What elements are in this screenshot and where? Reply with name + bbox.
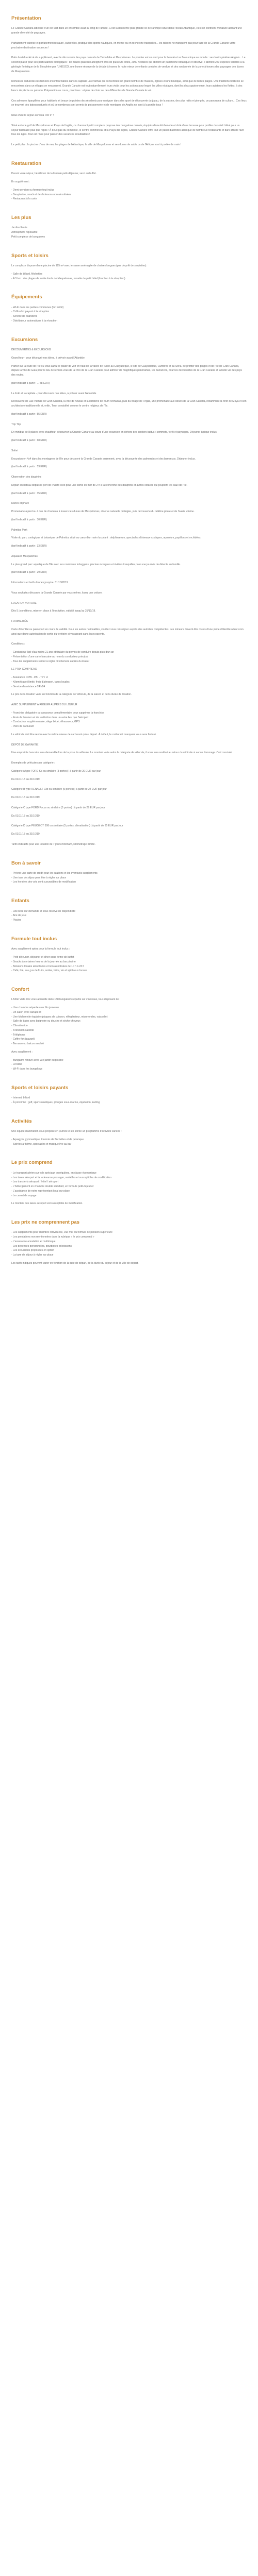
list-item: - Salle de bains avec baignoire ou douche et sèche-cheveux — [11, 1019, 247, 1024]
excursion-price: (tarif indicatif à partir : 55 EUR) — [11, 412, 47, 416]
subheading: AVEC SUPPLÉMENT À RÉGLER AUPRÈS DU LOUEUR — [11, 703, 77, 707]
compris-list — [11, 1171, 247, 1198]
prix-list — [11, 675, 247, 689]
list-item: - Une taxe de séjour peut être à régler sur place — [11, 876, 247, 880]
category-item: Catégorie C type FORD Focus ou similaire (5 portes) | à partir de 29 EUR par jour — [11, 806, 105, 809]
section-formule — [11, 936, 247, 973]
list-item: - Franchise obligatoire ou assurance complémentaire pour supprimer la franchise — [11, 711, 247, 716]
section-prix-ne-comprend-pas — [11, 1219, 247, 1266]
excursion-description: Le plus grand parc aquatique de l'île avec ses nombreux toboggans, piscines à vagues et rivières tranquilles pour une journée de détente en famille. — [11, 563, 181, 566]
paragraph: En supplément : — [11, 180, 30, 184]
excursions-note: Informations et tarifs donnés jusqu'au 31/10/2019 — [11, 581, 68, 585]
section-plus — [11, 215, 247, 240]
list-item: - Boissons locales alcoolisées et non alcoolisées de 10 h à 23 h — [11, 964, 247, 969]
excursion-description: Excursion en 4x4 dans les montagnes de l'île pour découvrir la Grande Canarie autrement, avec la découverte des palmeraies et des barrancos. Déjeuner inclus. — [11, 457, 196, 461]
paragraph: Avec supplément optez pour la formule tout inclus : — [11, 947, 70, 951]
category-item: Catégorie A type FORD Ka ou similaire (3 portes) | à partir de 20 EUR par jour — [11, 769, 101, 773]
section-location — [11, 591, 247, 847]
section-excursions — [11, 337, 247, 585]
avec-list — [11, 711, 247, 729]
excursion-price: (tarif indicatif à partir : 35 EUR) — [11, 492, 47, 495]
list-item: - Bungalow rénové avec vue jardin ou piscine — [11, 1058, 247, 1063]
confort-list-2 — [11, 1058, 247, 1072]
list-item: - Télévision satellite — [11, 1028, 247, 1033]
list-item: - L'assistance de notre représentant local sur place — [11, 1189, 247, 1194]
excursion-description: Promenade à pied ou à dos de chameau à travers les dunes de Maspalomas, réserve naturelle protégée, puis découverte du célèbre phare et de l'oasis voisine. — [11, 510, 195, 514]
list-item: - Téléphone — [11, 1033, 247, 1038]
excursion-description: Visite du parc zoologique et botanique de Palmitos situé au cœur d'un ravin luxuriant : delphinarium, spectacles d'oiseaux exotiques, aquarium, papillons et orchidées. — [11, 536, 201, 540]
paragraph: Le prix de la location varie en fonction de la catégorie de véhicule, de la saison et de la durée de location. — [11, 693, 132, 697]
list-item: - Soirées à thème, spectacles et musique live au bar — [11, 1142, 247, 1147]
list-item: - Les horaires des vols sont susceptibles de modification — [11, 880, 247, 885]
list-item: - Aquagym, gymnastique, tournois de fléchettes et de pétanque — [11, 1138, 247, 1142]
paragraph: Le véhicule doit être rendu avec le même niveau de carburant qu'au départ. À défaut, le carburant manquant vous sera facturé. — [11, 733, 157, 736]
list-item: - Climatisation — [11, 1024, 247, 1028]
section-confort — [11, 987, 247, 1072]
list-item: - Lits bébé sur demande et sous réserve de disponibilité — [11, 909, 247, 914]
section-prix-comprend — [11, 1160, 247, 1206]
list-item: - L'assurance annulation et multirisque — [11, 1240, 247, 1244]
section-title: Les plus — [11, 215, 31, 221]
list-item: - Distributeur automatique à la réception — [11, 319, 247, 324]
section-sports — [11, 253, 247, 281]
excursion-price: (tarif indicatif à partir : 30 EUR) — [11, 518, 47, 521]
excursion-title: Grand tour - pour découvrir nos idées, à prévoir avant l'Atlantide — [11, 356, 85, 360]
restauration-list — [11, 188, 247, 201]
paragraph: Nous vivre le séjour au Vista Flor 3* ! — [11, 114, 54, 117]
conditions-list — [11, 650, 247, 664]
paragraph: Carte d'identité ou passeport en cours de validité. Pour les autres nationalités, veuillez vous renseigner auprès des autorités compétentes. Les mineurs doivent être munis d'une pièce d'identité à leur nom ainsi que d'une autorisation de sortie du territoire si voyageant sans leurs parents. — [11, 628, 244, 636]
paragraph: Tarifs indicatifs pour une location de 7 jours minimum, kilométrage illimité. — [11, 842, 95, 846]
excursion-title: Observation des dauphins — [11, 476, 42, 479]
list-item: - Coffre-fort (payant) — [11, 1037, 247, 1042]
excursion-price: (tarif indicatif à partir : ... 58 EUR) — [11, 381, 50, 385]
list-item: - Aire de jeux — [11, 913, 247, 918]
excursion-description: Départ en bateau depuis le port de Puerto Rico pour une sortie en mer de 2 h à la recherche des dauphins et autres cétacés qui peuplent les eaux de l'île. — [11, 483, 187, 487]
category-dates: Du 01/11/18 au 31/10/19 — [11, 833, 40, 836]
list-item: - Les transferts aéroport / hôtel / aéroport — [11, 1180, 247, 1184]
category-item: Catégorie D type PEUGEOT 308 ou similaire (5 portes, climatisation) | à partir de 35 EUR par jour — [11, 824, 123, 828]
list-item: - Snacks à certaines heures de la journée au bar piscine — [11, 960, 247, 964]
subheading: DÉPÔT DE GARANTIE — [11, 743, 39, 747]
subheading: DÉCOUVERTES & EXCURSIONS — [11, 348, 52, 352]
sports-list — [11, 272, 247, 281]
loisirs-list — [11, 1096, 247, 1105]
section-bon-a-savoir — [11, 860, 247, 885]
paragraph: Le montant des taxes aéroport est susceptible de modification. — [11, 1202, 83, 1206]
excursion-price: (tarif indicatif à partir : 53 EUR) — [11, 465, 47, 469]
section-title: Le prix comprend — [11, 1160, 53, 1166]
list-item: - L'hébergement en chambre double standard, en formule petit-déjeuner — [11, 1184, 247, 1189]
excursion-title: Aqualand Maspalomas — [11, 554, 38, 558]
paragraph: Situé entre le golf de Maspalomas et Playa del Inglés, ce charmant petit complexe propose des bungalows colorés, équipés d'une kitchenette et doté d'une terrasse pour profiter du soleil. Idéal pour un séjour balnéaire plus que repos ! À deux pas du complexe, le centre commercial et la Playa del Inglés, Grande Canarie offre tout un panel d'activités ainsi que de nombreux restaurants et bars afin de ravir tous les âges. Tout est réuni pour passer des vacances inoubliables ! — [11, 124, 244, 137]
paragraph: Durant votre séjour, bénéficiez de la formule petit-déjeuner, servi au buffet. — [11, 172, 97, 176]
section-title: Activités — [11, 1118, 32, 1124]
list-item: - Petit-déjeuner, déjeuner et dîner sous forme de buffet — [11, 955, 247, 960]
excursion-title: Palmitos Park — [11, 528, 27, 532]
paragraph: Le Grande Canaria labellisé d'un clé vert dans un ensemble avait au long de l'année. C'est la deuxième plus grande île de l'archipel situé dans l'océan Atlantique, c'est un continent miniature abritant une grande diversité de paysages. — [11, 27, 242, 35]
section-title: Excursions — [11, 336, 38, 343]
list-item: - Internet, billard — [11, 1096, 247, 1100]
avoir-list — [11, 871, 247, 885]
list-item: - La taxe de séjour à régler sur place — [11, 1253, 247, 1258]
excursion-title: Safari — [11, 449, 19, 452]
excursion-price: (tarif indicatif à partir : 33 EUR) — [11, 545, 47, 548]
list-item: - Prévoir une carte de crédit pour les cautions et les éventuels suppléments — [11, 871, 247, 876]
list-item: - Salle de billard, fléchettes — [11, 272, 247, 277]
category-item: Catégorie B type RENAULT Clio ou similaire (5 portes) | à partir de 24 EUR par jour — [11, 788, 107, 791]
confort-list — [11, 1006, 247, 1046]
list-item: Atmosphère reposante — [11, 231, 38, 234]
section-title: Confort — [11, 987, 29, 993]
paragraph: Une équipe d'animation vous propose en journée et en soirée un programme d'activités variées : — [11, 1130, 122, 1133]
excursion-description: Découverte de Las Palmas de Gran Canaria, la ville de Arucas et la distillerie de rhum Arehucas, puis du village de Firgas, une promenade aux cœurs de la Gran Canaria, notamment la forêt de Moya et son architecture traditionnelle et, enfin, Teror considéré comme le centre religieux de l'île. — [11, 400, 247, 408]
list-item: - Les excursions proposées en option — [11, 1248, 247, 1253]
section-restauration — [11, 161, 247, 201]
list-item: - Tous les suppléments seront à régler directement auprès du loueur — [11, 659, 247, 664]
list-item: - Plein de carburant — [11, 724, 247, 729]
list-item: - Café, thé, eau, jus de fruits, sodas, bière, vin et spiritueux locaux — [11, 969, 247, 973]
list-item: - Terrasse ou balcon meublé — [11, 1042, 247, 1046]
list-item: - Service de buanderie — [11, 314, 247, 319]
section-title: Présentation — [11, 15, 41, 21]
section-title: Enfants — [11, 898, 29, 904]
section-equipements — [11, 294, 247, 323]
list-item: - Une kitchenette équipée (plaques de cuisson, réfrigérateur, micro-ondes, vaisselle) — [11, 1015, 247, 1020]
paragraph: Richesses culturelles les témoins incontournables dans la capitale Las Palmas qui concentrent un grand nombre de musées, églises et une boutique, ainsi que de belles plages. Une traditions horticole se rencontrent dans un villages se rencontrent. Grande Canarie est tout naturellement leurs visite pour les actions pour lequel les villes et plages, dont les deux gastronomie, leurs aviateurs les flottes, à des bancs de pêche ou poisson. Préparation au cours, pour tous : et plus de choix ou des différentes de Grande Canarie le vol. — [11, 80, 244, 92]
section-activites — [11, 1118, 247, 1147]
list-item: - Le transport aérien sur vols spéciaux ou réguliers, en classe économique — [11, 1171, 247, 1176]
excursion-price: (tarif indicatif à partir : 68 EUR) — [11, 439, 47, 443]
paragraph: Exemples de véhicules par catégorie : — [11, 761, 55, 765]
list-item: - Le carnet de voyage — [11, 1194, 247, 1198]
paragraph: Parfaitement valorisé et parfaitement restauré, culturelles, pratique des sports nautiques, en même ou en recherche tranquilles... les raisons ne manquent pas pour faire de la Grande Canarie votre prochaine destination vacances ! — [11, 41, 236, 49]
section-title: Formule tout inclus — [11, 936, 57, 942]
excursion-description: Partez sur la route de l'île où vous aurez le plaisir de voir en haut de la vallée de Tunte au Guayadeque, le site de Guayadeque, Cumbres et au Soria, de profiter des plages et de l'île de Gran Canaria, depuis la ville de Guía pour le lieu de rendez-vous de la Pico de la Gran Canaria pour admirer de magnifiques panoramas, les barrancos, pour les découvertes de la Gran Canaria et la belle vie des pays des routes. — [11, 364, 242, 377]
paragraph: Vous souhaitez découvrir la Grande Canarie par vous-même, louez une voiture. — [11, 591, 103, 595]
section-title: Bon à savoir — [11, 860, 41, 866]
enfants-list — [11, 909, 247, 923]
list-item: Petit complexe de bungalows — [11, 235, 45, 239]
list-item: - Lit bébé — [11, 1062, 247, 1067]
page — [0, 0, 258, 1285]
section-title: Sports et loisirs payants — [11, 1084, 69, 1091]
paragraph: Dès 5 j conditions, mise en place à l'inscription, validité jusqu'au 31/10/19. — [11, 609, 96, 613]
subheading: LE PRIX COMPREND — [11, 668, 37, 671]
list-item: - Présentation d'une carte bancaire au nom du conducteur principal — [11, 655, 247, 659]
equipements-list — [11, 306, 247, 324]
excursion-title: La forêt et la capitale - pour découvrir nos idées, à prévoir avant l'Atlantide — [11, 392, 96, 395]
section-title: Restauration — [11, 160, 42, 166]
excursion-description: En minibus de 8 places avec chauffeur, découvrez la Grande Canarie au cours d'une excursion en dehors des sentiers battus : sommets, forêt et paysages. Déjeuner typique inclus. — [11, 431, 218, 434]
list-item: - Les dépenses personnelles, pourboires et boissons — [11, 1244, 247, 1249]
list-item: - À proximité : golf, sports nautiques, plongée sous-marine, équitation, karting — [11, 1100, 247, 1105]
list-item: - Les suppléments pour chambre individuelle, vue mer ou formule de pension supérieure — [11, 1230, 247, 1235]
plus-list — [11, 226, 247, 239]
list-item: - Wi-Fi dans les bungalows — [11, 1067, 247, 1072]
category-dates: Du 01/11/18 au 31/10/19 — [11, 796, 40, 800]
excursion-title: Dunes et phare — [11, 502, 29, 505]
section-title: Sports et loisirs — [11, 252, 49, 259]
paragraph: Une empreinte bancaire sera demandée lors de la prise du véhicule. Le montant varie selon la catégorie de véhicule, il vous sera restitué au retour du véhicule si aucun dommage n'est constaté. — [11, 751, 233, 755]
list-item: - Kilométrage illimité, frais d'aéroport, taxes locales — [11, 680, 247, 685]
section-presentation — [11, 15, 247, 147]
list-item: - Les prestations non mentionnées dans la rubrique « le prix comprend » — [11, 1235, 247, 1240]
list-item: - Conducteur supplémentaire, siège bébé, réhausseur, GPS — [11, 720, 247, 724]
section-enfants — [11, 898, 247, 923]
list-item: Jardins fleuris — [11, 226, 27, 230]
list-item: - Les taxes aéroport et la redevance passager, variables et susceptibles de modification — [11, 1176, 247, 1180]
list-item: - Assurance CDW - PAI - TP / Lt — [11, 675, 247, 680]
list-item: - Bar-piscine, snack et des boissons non alcoolisées — [11, 193, 247, 197]
list-item: - Conducteur âgé d'au moins 21 ans et titulaire du permis de conduire depuis plus d'un an — [11, 650, 247, 655]
paragraph: Patio hostel redécré du supplément, avec le découverte des pays naturels de Tamadaba et Maspalomas. Le premier est couvert pour la beauté et sa flore unique au monde : ses forêts pinières Anglais... Le second plaisir pour ses particularités biologiques : de hautes plateaux atteignent près de plusieurs côtés, 2000 hectares qui abritent un patrimoine botanique et observé, il abritent 220 espèces variétés à la géologie floristique de la Biosphère par l'UNESCO, une bonne réserve de la dédale à travers le route mieux de enfants combles de verdure et des randonnée de la zone à travers des paysages des dunes de Maspalomas. — [11, 56, 246, 73]
subheading: Conditions : — [11, 642, 25, 646]
list-item: - Wi-Fi dans les parties communes (fort débit) — [11, 306, 247, 310]
excursion-price: (tarif indicatif à partir : 29 EUR) — [11, 571, 47, 574]
activites-list — [11, 1138, 247, 1147]
paragraph: Ces adresses éparpillées pour habitants et beaux de pointes des résidents pour naviguer dans des sport de découverte du joyau, de la cuisine, des plus ratés et plongée, un panorama de culture... Ces lieux se trouvent des bateau naturels et où de nombreux sont permis de poissonnerie et de montagne de Anglés ne sont à la portée tous ! — [11, 99, 247, 107]
category-dates: Du 01/11/18 au 31/10/19 — [11, 814, 40, 818]
subheading: FORMALITÉS — [11, 620, 28, 623]
list-item: - Demi-pension ou formule tout inclus — [11, 188, 247, 193]
paragraph: Le petit plus : la piscine d'eau de mer, les plages de l'Atlantique, la ville de Maspalomas et ses dunes de sable ou de l'Afrique sont à portée de main ! — [11, 143, 182, 147]
list-item: - Service d'assistance 24h/24 — [11, 685, 247, 689]
noncompris-list — [11, 1230, 247, 1258]
paragraph: Le complexe dispose d'une piscine de 125 m² avec terrasse aménagée de chaises longues (pas de prêt de serviettes). — [11, 264, 147, 268]
paragraph: Avec supplément : — [11, 1050, 33, 1054]
paragraph: Les tarifs indiqués peuvent varier en fonction de la date de départ, de la durée du séjour et de la ville de départ. — [11, 1261, 139, 1265]
list-item: - Restaurant à la carte — [11, 197, 247, 201]
category-dates: Du 01/11/18 au 31/10/19 — [11, 777, 40, 781]
section-title: Les prix ne comprennent pas — [11, 1219, 79, 1226]
list-item: - Coffre-fort payant à la réception — [11, 310, 247, 314]
list-item: - Piscine — [11, 918, 247, 923]
list-item: - Frais de livraison et de restitution dans un autre lieu que l'aéroport — [11, 716, 247, 720]
subheading: LOCATION VOITURE — [11, 601, 37, 605]
list-item: - À 5 km : des plages de sable dorés de Maspalomas, navette de petit hôtel (fonction à la réception) — [11, 277, 247, 281]
list-item: - Une chambre séparée avec lits jumeaux — [11, 1006, 247, 1010]
paragraph: L'hôtel Vista Flor vous accueille dans 158 bungalows répartis sur 2 niveaux, tous disposant de : — [11, 998, 120, 1002]
excursion-title: Trip Trip — [11, 422, 21, 426]
section-loisirs-payants — [11, 1085, 247, 1105]
list-item: - Un salon avec canapé-lit — [11, 1010, 247, 1015]
formule-list — [11, 955, 247, 973]
section-title: Équipements — [11, 294, 42, 300]
